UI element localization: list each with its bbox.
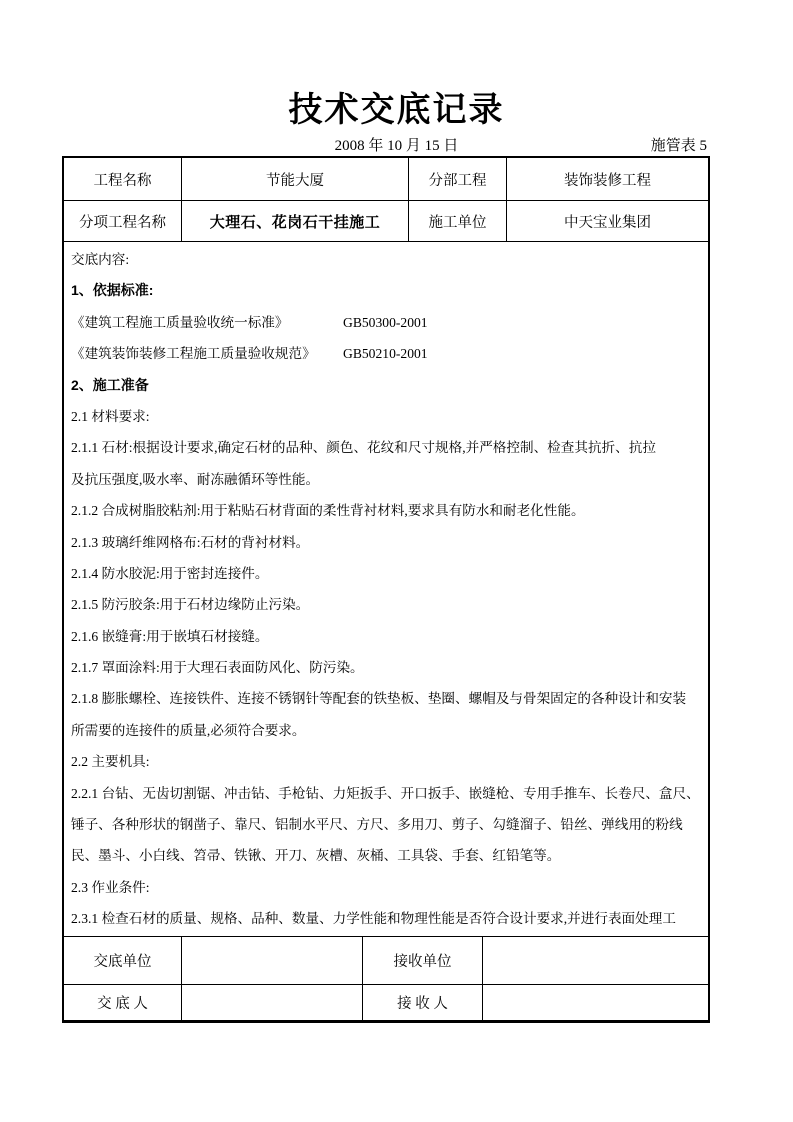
receiving-person-value (483, 985, 708, 1020)
project-name-label: 工程名称 (64, 158, 182, 201)
disclosing-unit-label: 交底单位 (64, 937, 182, 985)
footer-row-persons (64, 985, 708, 1020)
content-line: 2.1.2 合成树脂胶粘剂:用于粘贴石材背面的柔性背衬材料,要求具有防水和耐老化性能。 (71, 503, 585, 519)
content-line: 2.1.1 石材:根据设计要求,确定石材的品种、颜色、花纹和尺寸规格,并严格控制、检查其抗折、抗拉 (71, 440, 656, 456)
content-line: 2、施工准备 (71, 376, 149, 393)
content-line: 2.3.1 检查石材的质量、规格、品种、数量、力学性能和物理性能是否符合设计要求,并进行表面处理工 (71, 911, 676, 927)
division-work-label: 分部工程 (409, 158, 507, 201)
content-line: 1、依据标准: (71, 282, 154, 299)
standard-code: GB50300-2001 (343, 314, 428, 330)
form-number: 施管表 5 (650, 138, 707, 154)
subproject-name-label: 分项工程名称 (64, 201, 182, 242)
receiving-person-label: 接 收 人 (363, 985, 483, 1020)
disclosing-person-value (182, 985, 363, 1020)
content-line: 2.1.4 防水胶泥:用于密封连接件。 (71, 565, 269, 581)
content-line: 2.1.3 玻璃纤维网格布:石材的背衬材料。 (71, 534, 310, 550)
content-line: 《建筑工程施工质量验收统一标准》 GB50300-2001 (71, 314, 428, 330)
content-line: 2.1.7 罩面涂料:用于大理石表面防风化、防污染。 (71, 660, 364, 676)
disclosure-content (64, 242, 708, 937)
content-line: 锤子、各种形状的钢凿子、靠尺、铝制水平尺、方尺、多用刀、剪子、勾缝溜子、铅丝、弹线用的粉线 (71, 817, 683, 833)
content-line: 民、墨斗、小白线、笤帚、铁锹、开刀、灰槽、灰桶、工具袋、手套、红铅笔等。 (71, 848, 561, 864)
document-date: 2008 年 10 月 15 日 (334, 138, 459, 154)
content-line: 及抗压强度,吸水率、耐冻融循环等性能。 (71, 471, 320, 487)
division-work-value: 装饰装修工程 (507, 158, 708, 201)
content-line: 2.1 材料要求: (71, 408, 150, 424)
content-line: 2.1.8 膨胀螺栓、连接铁件、连接不锈钢针等配套的铁垫板、垫圈、螺帽及与骨架固定的各种设计和安装 (71, 691, 687, 707)
disclosing-unit-value (182, 937, 363, 985)
header-row-project (64, 158, 708, 201)
content-line: 《建筑装饰装修工程施工质量验收规范》 GB50210-2001 (71, 346, 428, 362)
footer-row-units (64, 937, 708, 985)
project-name-value: 节能大厦 (182, 158, 409, 201)
disclosing-person-label: 交 底 人 (64, 985, 182, 1020)
header-row-subproject (64, 201, 708, 242)
page-title: 技术交底记录 (288, 91, 505, 129)
construction-unit-value: 中天宝业集团 (507, 201, 708, 242)
content-heading: 交底内容: (71, 252, 130, 267)
content-line: 所需要的连接件的质量,必须符合要求。 (71, 722, 306, 738)
subproject-name-value: 大理石、花岗石干挂施工 (182, 201, 409, 242)
content-line: 2.2.1 台钻、无齿切割锯、冲击钻、手枪钻、力矩扳手、开口扳手、嵌缝枪、专用手推车、长卷尺、盒尺、 (71, 785, 700, 801)
construction-unit-label: 施工单位 (409, 201, 507, 242)
content-line: 2.2 主要机具: (71, 754, 150, 770)
content-line: 2.1.6 嵌缝膏:用于嵌填石材接缝。 (71, 628, 269, 644)
meta-row (0, 134, 793, 154)
content-line: 2.3 作业条件: (71, 879, 150, 895)
receiving-unit-label: 接收单位 (363, 937, 483, 985)
content-line: 2.1.5 防污胶条:用于石材边缘防止污染。 (71, 597, 310, 613)
record-table (62, 156, 710, 1023)
receiving-unit-value (483, 937, 708, 985)
standard-code: GB50210-2001 (343, 346, 428, 362)
